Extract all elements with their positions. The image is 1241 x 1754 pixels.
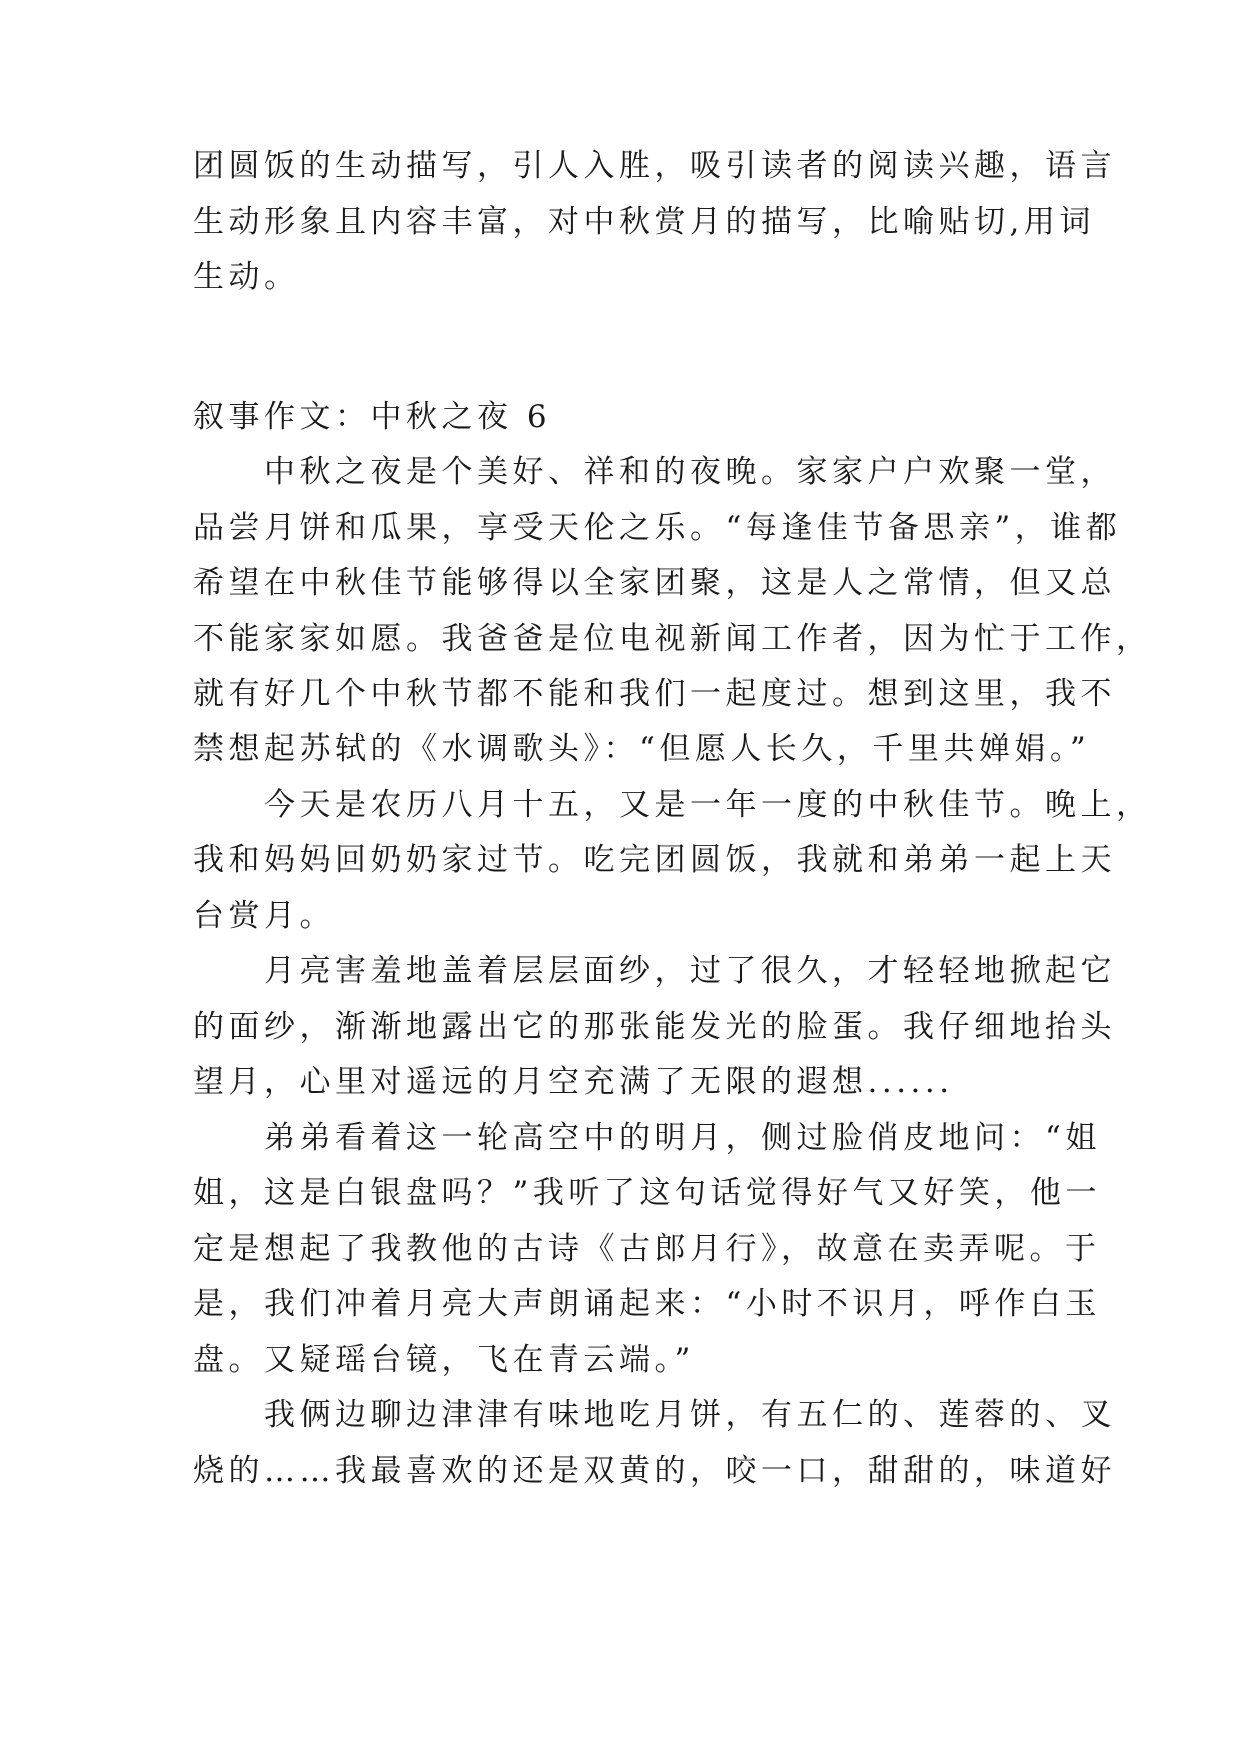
text-line: 生动。 [193,259,300,295]
text-line: 望月，心里对遥远的月空充满了无限的遐想...... [193,1064,954,1100]
text-line: 品尝月饼和瓜果，享受天伦之乐。“每逢佳节备思亲”，谁都 [193,510,1122,546]
text-line: 定是想起了我教他的古诗《古郎月行》，故意在卖弄呢。于 [193,1231,1101,1267]
text-line: 禁想起苏轼的《水调歌头》：“但愿人长久，千里共婵娟。” [193,731,1091,767]
text-line: 中秋之夜是个美好、祥和的夜晚。家家户户欢聚一堂， [193,454,1116,490]
text-line: 希望在中秋佳节能够得以全家团聚，这是人之常情，但又总 [193,565,1116,601]
text-line: 烧的……我最喜欢的还是双黄的，咬一口，甜甜的，味道好 [193,1453,1116,1489]
text-line: 月亮害羞地盖着层层面纱，过了很久，才轻轻地掀起它 [193,953,1116,989]
section-title: 叙事作文：中秋之夜 6 [193,399,552,435]
text-line: 团圆饭的生动描写，引人入胜，吸引读者的阅读兴趣，语言 [193,148,1116,184]
text-line: 我俩边聊边津津有味地吃月饼，有五仁的、莲蓉的、叉 [193,1397,1116,1433]
text-line: 我和妈妈回奶奶家过节。吃完团圆饭，我就和弟弟一起上天 [193,842,1116,878]
text-line: 今天是农历八月十五，又是一年一度的中秋佳节。晚上， [193,787,1152,823]
text-line: 盘。又疑瑶台镜，飞在青云端。” [193,1342,695,1378]
text-line: 台赏月。 [193,898,335,934]
text-line: 的面纱，渐渐地露出它的那张能发光的脸蛋。我仔细地抬头 [193,1009,1116,1045]
text-line: 不能家家如愿。我爸爸是位电视新闻工作者，因为忙于工作， [193,621,1152,657]
text-line: 姐，这是白银盘吗？”我听了这句话觉得好气又好笑，他一 [193,1175,1101,1211]
text-line: 是，我们冲着月亮大声朗诵起来：“小时不识月，呼作白玉 [193,1286,1101,1322]
text-line: 生动形象且内容丰富，对中秋赏月的描写，比喻贴切,用词 [193,204,1095,240]
text-line: 弟弟看着这一轮高空中的明月，侧过脸俏皮地问：“姐 [193,1120,1101,1156]
text-line: 就有好几个中秋节都不能和我们一起度过。想到这里，我不 [193,676,1116,712]
